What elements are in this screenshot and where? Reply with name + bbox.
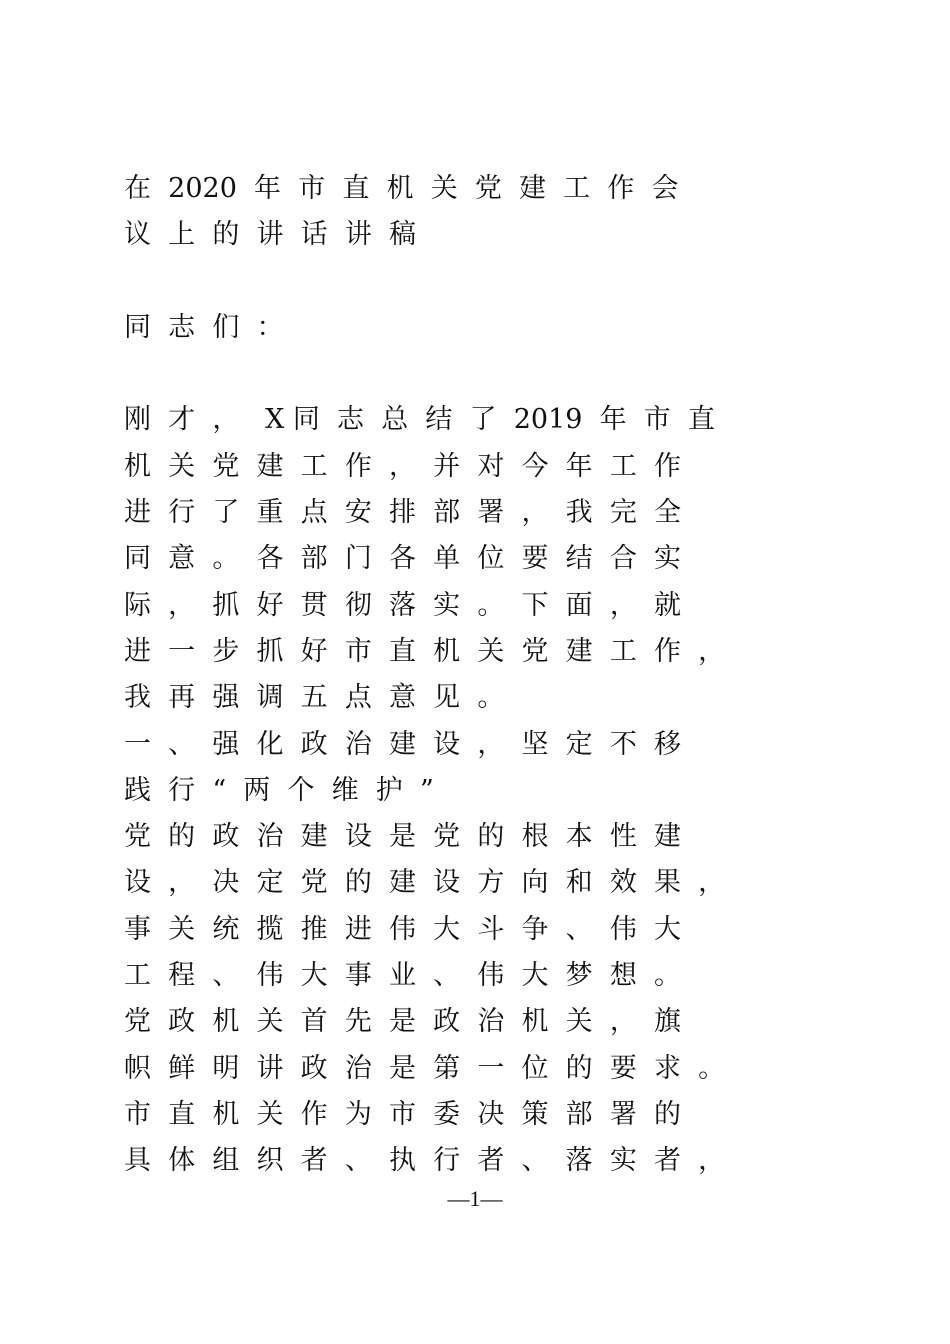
paragraph-line-6: 进 一 步 抓 好 市 直 机 关 党 建 工 作 ， [124, 635, 726, 667]
paragraph-line-13: 帜 鲜 明 讲 政 治 是 第 一 位 的 要 求 。 [124, 1052, 726, 1084]
paragraph-line-7: 我 再 强 调 五 点 意 见 。 [124, 682, 505, 714]
section-heading-line-1: 一 、 强 化 政 治 建 设 ， 坚 定 不 移 [124, 728, 681, 760]
document-body [124, 166, 824, 1185]
paragraph-line-1: 刚 才 ， X 同 志 总 结 了 2019 年 市 直 [124, 404, 715, 436]
blank-line [124, 259, 824, 305]
page-number: —1— [447, 1186, 503, 1211]
blank-line [124, 351, 824, 397]
paragraph-line-4: 同 意 。 各 部 门 各 单 位 要 结 合 实 [124, 543, 681, 575]
paragraph-line-3: 进 行 了 重 点 安 排 部 署 ， 我 完 全 [124, 497, 681, 529]
salutation: 同 志 们 ： [124, 311, 284, 343]
paragraph-line-9: 设 ， 决 定 党 的 建 设 方 向 和 效 果 ， [124, 867, 726, 899]
paragraph-line-12: 党 政 机 关 首 先 是 政 治 机 关 ， 旗 [124, 1006, 681, 1038]
section-heading-line-2: 践 行 “ 两 个 维 护 ” [124, 774, 434, 806]
title-line-2: 议 上 的 讲 话 讲 稿 [124, 219, 416, 251]
paragraph-line-10: 事 关 统 揽 推 进 伟 大 斗 争 、 伟 大 [124, 913, 681, 945]
paragraph-line-11: 工 程 、 伟 大 事 业 、 伟 大 梦 想 。 [124, 960, 681, 992]
paragraph-line-5: 际 ， 抓 好 贯 彻 落 实 。 下 面 ， 就 [124, 589, 681, 621]
paragraph-line-2: 机 关 党 建 工 作 ， 并 对 今 年 工 作 [124, 450, 681, 482]
paragraph-line-14: 市 直 机 关 作 为 市 委 决 策 部 署 的 [124, 1098, 681, 1130]
title-line-1: 在 2020 年 市 直 机 关 党 建 工 作 会 [124, 173, 679, 204]
paragraph-line-15: 具 体 组 织 者 、 执 行 者 、 落 实 者 ， [124, 1145, 726, 1177]
paragraph-line-8: 党 的 政 治 建 设 是 党 的 根 本 性 建 [124, 821, 681, 853]
